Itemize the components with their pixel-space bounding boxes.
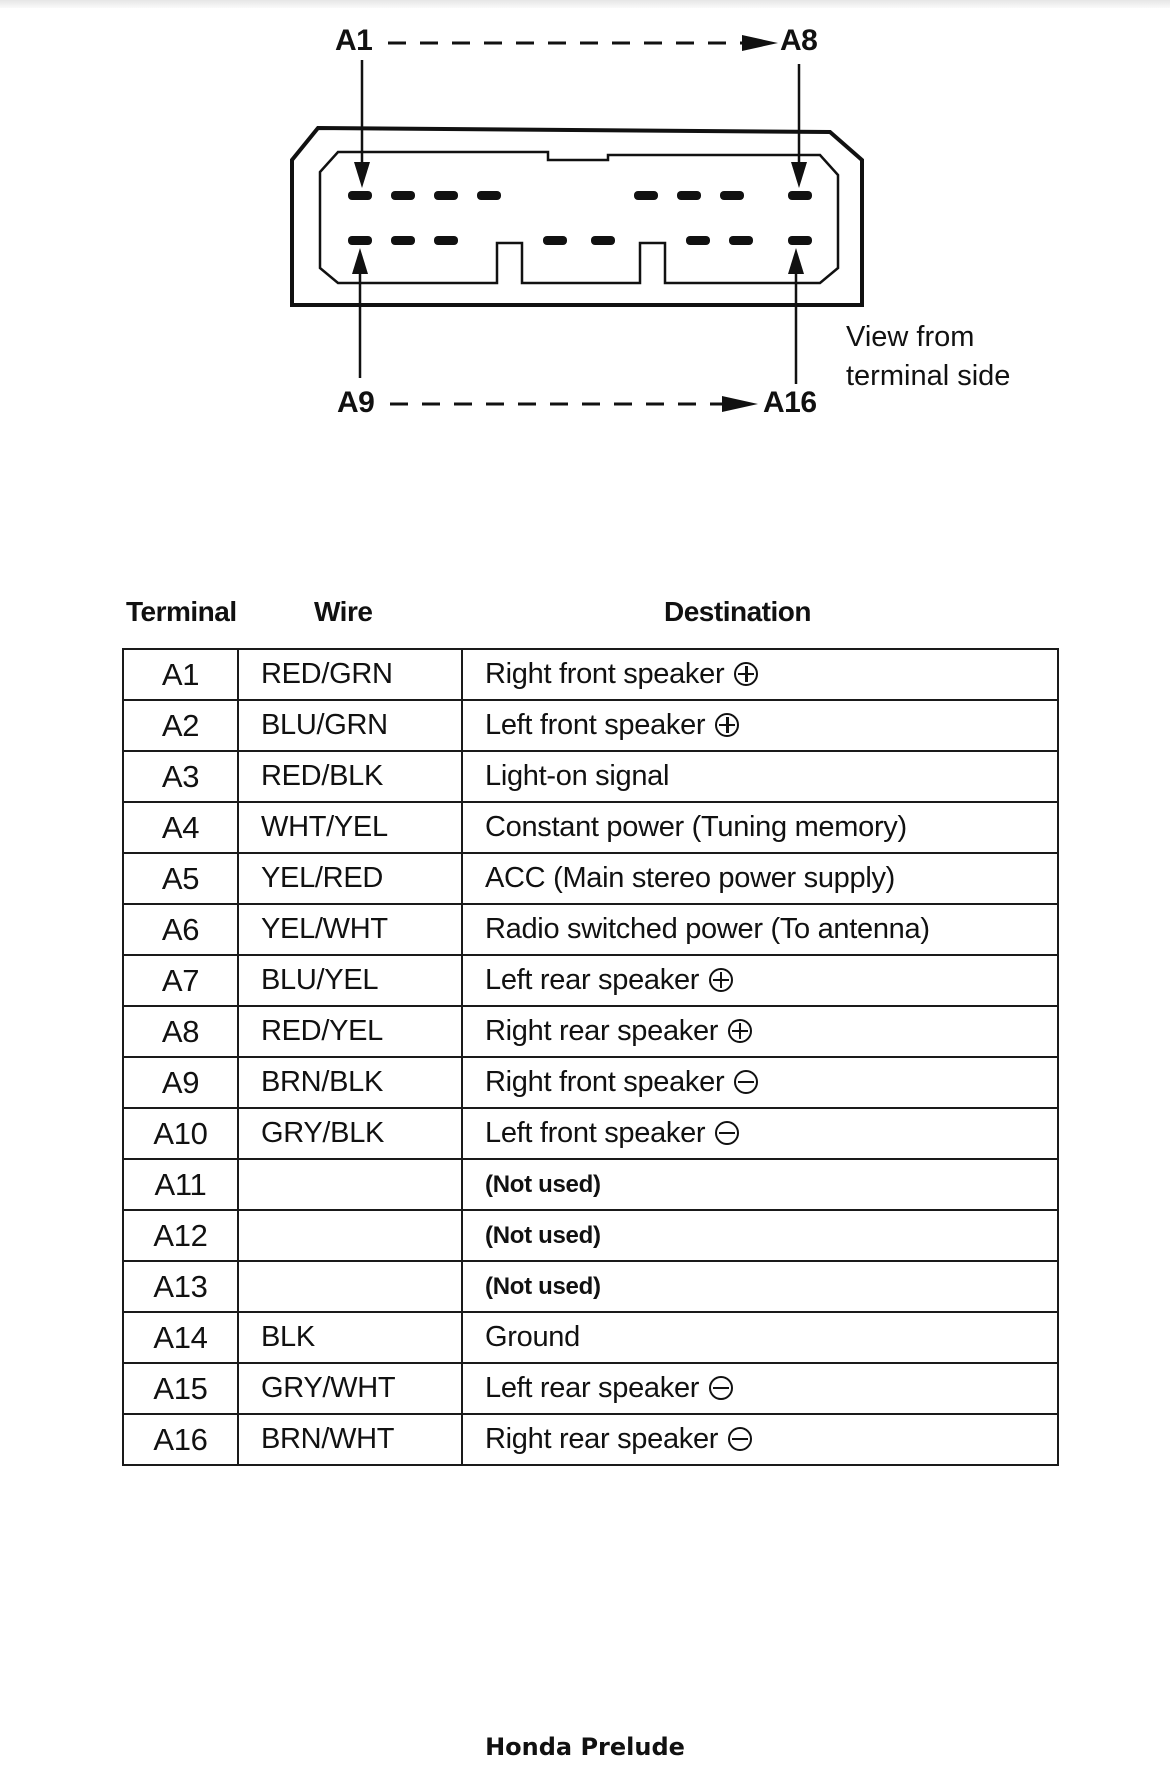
wire-cell: RED/GRN bbox=[238, 649, 462, 700]
circled-plus-icon bbox=[709, 968, 733, 992]
circled-plus-icon bbox=[715, 713, 739, 737]
wire-cell: RED/BLK bbox=[238, 751, 462, 802]
destination-cell bbox=[462, 1312, 1058, 1363]
wire-cell bbox=[238, 1261, 462, 1312]
label-a1: A1 bbox=[335, 24, 373, 57]
wire-cell bbox=[238, 1159, 462, 1210]
destination-text: (Not used) bbox=[485, 1221, 601, 1249]
label-a9: A9 bbox=[337, 386, 375, 419]
wire-cell: RED/YEL bbox=[238, 1006, 462, 1057]
terminal-cell: A6 bbox=[123, 904, 238, 955]
wire-cell bbox=[238, 1210, 462, 1261]
header-destination: Destination bbox=[664, 596, 811, 627]
table-row bbox=[123, 955, 1058, 1006]
table-row bbox=[123, 1210, 1058, 1261]
view-note-line2: terminal side bbox=[846, 360, 1011, 392]
wire-cell: BLU/YEL bbox=[238, 955, 462, 1006]
table-row bbox=[123, 1108, 1058, 1159]
destination-cell bbox=[462, 1108, 1058, 1159]
circled-minus-icon bbox=[715, 1121, 739, 1145]
table-row bbox=[123, 751, 1058, 802]
terminal-cell: A7 bbox=[123, 955, 238, 1006]
destination-text: Left front speaker bbox=[485, 1117, 706, 1149]
terminal-cell: A13 bbox=[123, 1261, 238, 1312]
header-terminal: Terminal bbox=[126, 596, 237, 627]
table-row bbox=[123, 1159, 1058, 1210]
destination-cell bbox=[462, 700, 1058, 751]
destination-cell bbox=[462, 955, 1058, 1006]
destination-cell bbox=[462, 1159, 1058, 1210]
destination-text: Right rear speaker bbox=[485, 1423, 719, 1455]
terminal-cell: A2 bbox=[123, 700, 238, 751]
destination-cell bbox=[462, 1057, 1058, 1108]
circled-minus-icon bbox=[709, 1376, 733, 1400]
wire-cell: BLK bbox=[238, 1312, 462, 1363]
destination-cell bbox=[462, 751, 1058, 802]
table-row bbox=[123, 1363, 1058, 1414]
terminal-cell: A4 bbox=[123, 802, 238, 853]
destination-text: Right front speaker bbox=[485, 658, 725, 690]
destination-text: Ground bbox=[485, 1321, 580, 1353]
table-row bbox=[123, 1057, 1058, 1108]
terminal-cell: A10 bbox=[123, 1108, 238, 1159]
destination-text: Left front speaker bbox=[485, 709, 706, 741]
table-row bbox=[123, 649, 1058, 700]
wire-cell: BRN/BLK bbox=[238, 1057, 462, 1108]
table-row bbox=[123, 700, 1058, 751]
table-row bbox=[123, 1312, 1058, 1363]
terminal-cell: A15 bbox=[123, 1363, 238, 1414]
terminal-cell: A14 bbox=[123, 1312, 238, 1363]
wire-cell: BLU/GRN bbox=[238, 700, 462, 751]
destination-text: (Not used) bbox=[485, 1170, 601, 1198]
destination-cell bbox=[462, 904, 1058, 955]
terminal-cell: A11 bbox=[123, 1159, 238, 1210]
wire-cell: YEL/WHT bbox=[238, 904, 462, 955]
circled-plus-icon bbox=[728, 1019, 752, 1043]
destination-text: Constant power (Tuning memory) bbox=[485, 811, 907, 843]
destination-cell bbox=[462, 1006, 1058, 1057]
wire-cell: GRY/BLK bbox=[238, 1108, 462, 1159]
wire-cell: WHT/YEL bbox=[238, 802, 462, 853]
terminal-cell: A5 bbox=[123, 853, 238, 904]
terminal-cell: A16 bbox=[123, 1414, 238, 1465]
table-row bbox=[123, 1006, 1058, 1057]
wire-cell: YEL/RED bbox=[238, 853, 462, 904]
wire-cell: BRN/WHT bbox=[238, 1414, 462, 1465]
destination-cell bbox=[462, 1414, 1058, 1465]
destination-cell bbox=[462, 853, 1058, 904]
destination-text: Radio switched power (To antenna) bbox=[485, 913, 930, 945]
destination-text: ACC (Main stereo power supply) bbox=[485, 862, 896, 894]
circled-plus-icon bbox=[734, 662, 758, 686]
destination-text: Left rear speaker bbox=[485, 1372, 700, 1404]
destination-text: Right rear speaker bbox=[485, 1015, 719, 1047]
header-wire: Wire bbox=[314, 596, 373, 627]
pinout-table bbox=[122, 648, 1059, 1466]
destination-text: (Not used) bbox=[485, 1272, 601, 1300]
connector-diagram bbox=[0, 0, 1170, 460]
table-row bbox=[123, 1414, 1058, 1465]
destination-text: Left rear speaker bbox=[485, 964, 700, 996]
terminal-cell: A9 bbox=[123, 1057, 238, 1108]
view-note bbox=[846, 318, 1010, 396]
caption: Honda Prelude bbox=[485, 1733, 685, 1761]
label-a8: A8 bbox=[780, 24, 818, 57]
table-row bbox=[123, 802, 1058, 853]
destination-cell bbox=[462, 1261, 1058, 1312]
terminal-cell: A12 bbox=[123, 1210, 238, 1261]
destination-cell bbox=[462, 1210, 1058, 1261]
destination-text: Light-on signal bbox=[485, 760, 670, 792]
terminal-cell: A3 bbox=[123, 751, 238, 802]
table-row bbox=[123, 904, 1058, 955]
table-row bbox=[123, 853, 1058, 904]
destination-cell bbox=[462, 1363, 1058, 1414]
destination-cell bbox=[462, 649, 1058, 700]
circled-minus-icon bbox=[734, 1070, 758, 1094]
destination-cell bbox=[462, 802, 1058, 853]
label-a16: A16 bbox=[763, 386, 817, 419]
wire-cell: GRY/WHT bbox=[238, 1363, 462, 1414]
circled-minus-icon bbox=[728, 1427, 752, 1451]
table-row bbox=[123, 1261, 1058, 1312]
terminal-cell: A1 bbox=[123, 649, 238, 700]
terminal-cell: A8 bbox=[123, 1006, 238, 1057]
destination-text: Right front speaker bbox=[485, 1066, 725, 1098]
view-note-line1: View from bbox=[846, 321, 975, 353]
